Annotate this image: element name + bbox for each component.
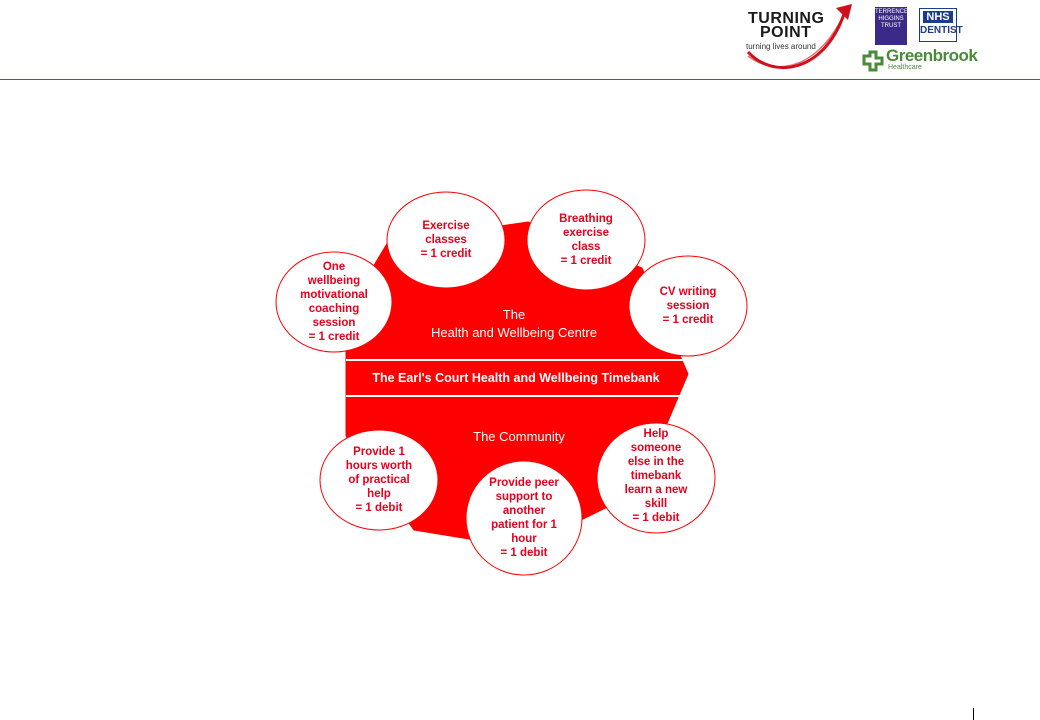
bubble-text-exercise: Exercise classes = 1 credit xyxy=(420,220,472,260)
terrence-higgins-trust-logo: TERRENCE HIGGINS TRUST xyxy=(875,7,907,45)
greenbrook-name: Greenbrook xyxy=(886,46,978,65)
bubble-text-coaching: One wellbeing motivational coaching session = 1 credit xyxy=(300,261,368,343)
nhs-badge: NHS xyxy=(923,11,952,23)
community-label: The Community xyxy=(473,429,565,444)
page-marker xyxy=(973,708,974,720)
turning-point-tagline: turning lives around xyxy=(746,42,816,51)
greenbrook-subtitle: Healthcare xyxy=(888,64,922,71)
health-centre-label: The Health and Wellbeing Centre xyxy=(431,307,597,340)
turning-point-title: TURNING POINT xyxy=(748,10,825,41)
bubble-text-cv: CV writing session = 1 credit xyxy=(659,286,717,326)
bubble-text-peer: Provide peer support to another patient for 1 hour = 1 debit xyxy=(489,477,559,559)
bubble-text-skill: Help someone else in the timebank learn a new skill = 1 debit xyxy=(624,428,688,524)
nhs-dentist-label: DENTIST xyxy=(920,25,963,36)
timebank-band-label: The Earl's Court Health and Wellbeing Timebank xyxy=(372,371,660,385)
bubble-text-practical: Provide 1 hours worth of practical help = 1 debit xyxy=(345,446,413,514)
bubble-text-breathing: Breathing exercise class = 1 credit xyxy=(559,213,613,267)
